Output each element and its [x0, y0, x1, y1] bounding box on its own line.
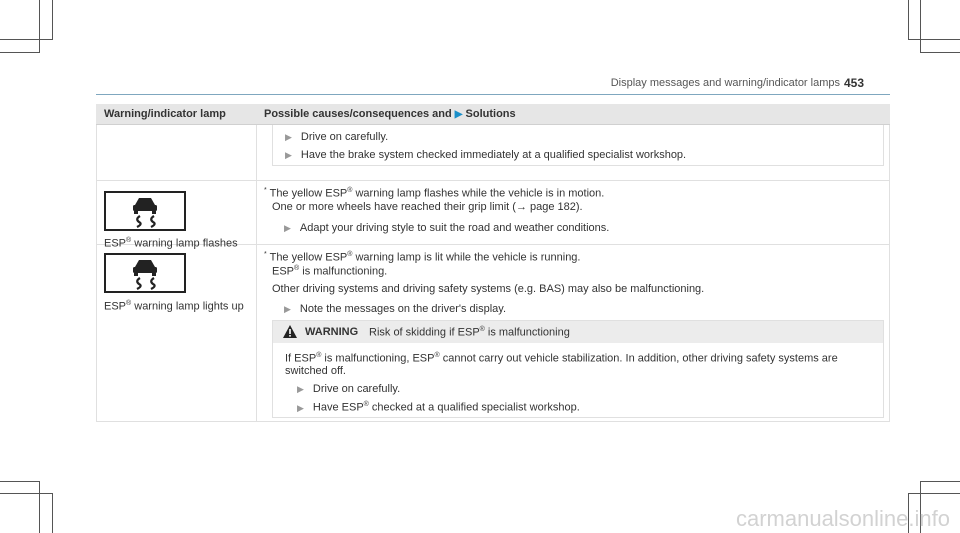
lamp-label: ESP® warning lamp lights up — [104, 300, 244, 313]
crop-mark — [39, 0, 40, 52]
crop-mark — [0, 481, 40, 482]
crop-mark — [0, 493, 52, 494]
list-item: ▶ Note the messages on the driver's display. — [284, 303, 507, 315]
solution-box — [272, 125, 884, 166]
lamp-table — [96, 104, 890, 422]
list-item: ▶ Adapt your driving style to suit the road and weather conditions. — [284, 222, 610, 234]
cause-text: ESP® is malfunctioning. — [272, 265, 388, 278]
table-row — [96, 125, 890, 181]
bullet-icon: ▶ — [297, 384, 304, 394]
bullet-icon: ▶ — [285, 150, 292, 160]
column-header-causes: Possible causes/consequences and ▶ Solutions — [264, 108, 516, 120]
crop-mark — [920, 52, 960, 53]
table-row — [96, 181, 890, 250]
solution-arrow-icon: ▶ — [454, 109, 463, 120]
warning-box — [272, 320, 884, 418]
crop-mark — [39, 481, 40, 533]
cause-text: * The yellow ESP® warning lamp is lit while the vehicle is running. — [264, 251, 581, 264]
warning-heading: Risk of skidding if ESP® is malfunctioning — [369, 326, 570, 339]
lamp-label: ESP® warning lamp flashes — [104, 237, 238, 250]
page-header-title: Display messages and warning/indicator lamps — [610, 77, 840, 89]
list-item: ▶ Drive on carefully. — [285, 131, 389, 143]
crop-mark — [0, 39, 52, 40]
page-reference-link[interactable]: page 182). — [530, 201, 583, 213]
watermark: carmanualsonline.info — [735, 506, 950, 531]
warning-title: WARNING — [305, 326, 359, 338]
cause-text: One or more wheels have reached their grip limit (→ page 182). — [272, 201, 583, 213]
crop-mark — [920, 0, 921, 52]
esp-warning-lamp-icon — [104, 191, 186, 231]
crop-mark — [52, 0, 53, 40]
table-header — [96, 104, 890, 125]
warning-header — [273, 321, 883, 343]
crop-mark — [908, 493, 960, 494]
bullet-icon: ▶ — [284, 223, 291, 233]
column-header-lamp: Warning/indicator lamp — [104, 108, 226, 120]
warning-triangle-icon — [283, 325, 297, 338]
crop-mark — [908, 0, 909, 40]
header-rule — [96, 94, 890, 95]
warning-body: switched off. — [285, 365, 346, 377]
crop-mark — [0, 52, 40, 53]
cause-text: Other driving systems and driving safety systems (e.g. BAS) may also be malfunctioning. — [272, 283, 705, 295]
list-item: ▶ Have ESP® checked at a qualified specialist workshop. — [297, 401, 580, 414]
bullet-icon: ▶ — [284, 304, 291, 314]
warning-body: If ESP® is malfunctioning, ESP® cannot carry out vehicle stabilization. In addition, other driving safety systems are — [285, 352, 838, 365]
list-item: ▶ Have the brake system checked immediately at a qualified specialist workshop. — [285, 149, 687, 161]
page-number: 453 — [843, 76, 864, 90]
crop-mark — [908, 39, 960, 40]
table-row — [96, 245, 890, 422]
bullet-icon: ▶ — [297, 402, 304, 413]
cause-text: * The yellow ESP® warning lamp flashes while the vehicle is in motion. — [264, 187, 605, 200]
bullet-icon: ▶ — [285, 132, 292, 142]
crop-mark — [52, 493, 53, 533]
page-ref-arrow-icon: → — [515, 201, 527, 213]
crop-mark — [920, 481, 960, 482]
esp-warning-lamp-icon — [104, 253, 186, 293]
list-item: ▶ Drive on carefully. — [297, 383, 401, 395]
